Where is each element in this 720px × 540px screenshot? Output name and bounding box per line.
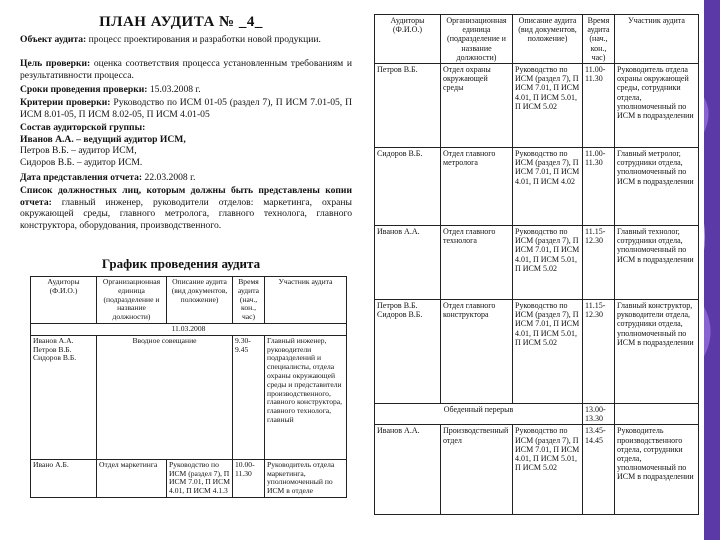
cell-unit: Отдел главного технолога bbox=[441, 226, 513, 300]
date-row bbox=[31, 323, 347, 335]
table-row bbox=[31, 459, 347, 497]
lunch-break-cell: Обеденный перерыв bbox=[375, 404, 583, 425]
header-unit: Организационная единица (подразделение и название должности) bbox=[97, 277, 167, 324]
cell-auditor: Сидоров В.Б. bbox=[375, 148, 441, 226]
cell-description: Руководство по ИСМ (раздел 7), П ИСМ 7.01, П ИСМ 4.01, П ИСМ 5.01, П ИСМ 5.02 bbox=[513, 425, 583, 515]
audit-goal bbox=[20, 58, 352, 81]
team-member: Сидоров В.Б. – аудитор ИСМ. bbox=[20, 156, 143, 168]
team-member-lead: Иванов А.А. – ведущий аудитор ИСМ, bbox=[20, 133, 186, 145]
cell-time: 11.15- 12.30 bbox=[583, 226, 615, 300]
header-time: Время аудита (нач., кон., час) bbox=[583, 15, 615, 64]
audit-team-label: Состав аудиторской группы: bbox=[20, 122, 146, 133]
audit-dates bbox=[20, 84, 352, 96]
cell-auditor: Иванов А.А. bbox=[375, 425, 441, 515]
lunch-break-row bbox=[375, 404, 699, 425]
table-row bbox=[31, 335, 347, 459]
table-row bbox=[375, 226, 699, 300]
cell-participant: Главный инженер, руководители подразделений и специалисты, отдела охраны окружающей среды и представители производственного, главного конструктора, главного технолога, главный bbox=[265, 335, 347, 459]
table-row bbox=[375, 300, 699, 404]
report-date-text: 22.03.2008 г. bbox=[144, 172, 196, 183]
cell-unit: Отдел охраны окружающей среды bbox=[441, 64, 513, 148]
cell-description: Руководство по ИСМ (раздел 7), П ИСМ 7.01, П ИСМ 4.01, П ИСМ 4.02 bbox=[513, 148, 583, 226]
distribution-list-label: Список должностных лиц, которым должны быть представлены копии отчета: bbox=[20, 185, 352, 208]
header-auditors: Аудиторы (Ф.И.О.) bbox=[31, 277, 97, 324]
cell-description: Вводное совещание bbox=[97, 335, 233, 459]
header-time: Время аудита (нач., кон., час) bbox=[233, 277, 265, 324]
cell-participant: Главный конструктор, руководители отдела, сотрудники отдела, уполномоченный по ИСМ в подразделении bbox=[615, 300, 699, 404]
cell-time: 9.30- 9.45 bbox=[233, 335, 265, 459]
cell-participant: Главный технолог, сотрудники отдела, уполномоченный по ИСМ в подразделении bbox=[615, 226, 699, 300]
cell-time: 11.00- 11.30 bbox=[583, 148, 615, 226]
cell-auditor: Иванов А.А. bbox=[375, 226, 441, 300]
date-cell: 11.03.2008 bbox=[31, 323, 347, 335]
schedule-title: График проведения аудита bbox=[101, 256, 261, 271]
header-description: Описание аудита (вид документов, положение) bbox=[513, 15, 583, 64]
cell-description: Руководство по ИСМ (раздел 7), П ИСМ 7.01, П ИСМ 4.01, П ИСМ 4.1.3 bbox=[167, 459, 233, 497]
right-document-page bbox=[364, 0, 704, 540]
cell-unit: Производственный отдел bbox=[441, 425, 513, 515]
cell-participant: Руководитель отдела охраны окружающей среды, сотрудники отдела, уполномоченный по ИСМ в подразделении bbox=[615, 64, 699, 148]
cell-participant: Руководитель отдела маркетинга, уполномоченный по ИСМ в отделе bbox=[265, 459, 347, 497]
cell-time: 13.00- 13.30 bbox=[583, 404, 615, 425]
cell-auditor: Петров В.Б. bbox=[375, 64, 441, 148]
distribution-list-text: главный инженер, руководители отделов: маркетинга, охраны окружающей среды, главного метролога, главного технолога, главного конструктора, оборудования, производственного. bbox=[20, 196, 352, 231]
cell-auditor: Ивано А.Б. bbox=[31, 459, 97, 497]
table-header-row bbox=[31, 277, 347, 324]
table-row bbox=[375, 425, 699, 515]
audit-criteria-label: Критерии проверки: bbox=[20, 97, 111, 108]
table-header-row bbox=[375, 15, 699, 64]
audit-criteria-text: Руководство по ИСМ 01-05 (раздел 7), П ИСМ 7.01-05, П ИСМ 8.01-05, П ИСМ 8.02-05, П ИСМ 4.01-05 bbox=[20, 97, 353, 120]
cell-time: 11.15- 12.30 bbox=[583, 300, 615, 404]
cell-unit: Отдел главного конструктора bbox=[441, 300, 513, 404]
distribution-list bbox=[20, 185, 352, 231]
header-unit: Организационная единица (подразделение и название должности) bbox=[441, 15, 513, 64]
audit-goal-label: Цель проверки: bbox=[20, 58, 91, 69]
schedule-table-left bbox=[30, 276, 347, 498]
report-date-label: Дата представления отчета: bbox=[20, 172, 143, 183]
cell-time: 11.00- 11.30 bbox=[583, 64, 615, 148]
cell-description: Руководство по ИСМ (раздел 7), П ИСМ 7.01, П ИСМ 4.01, П ИСМ 5.01, П ИСМ 5.02 bbox=[513, 226, 583, 300]
audit-object-text: процесс проектирования и разработки новой продукции. bbox=[88, 34, 321, 45]
cell-unit: Отдел маркетинга bbox=[97, 459, 167, 497]
header-auditors: Аудиторы (Ф.И.О.) bbox=[375, 15, 441, 64]
audit-object bbox=[20, 34, 352, 46]
cell-auditor: Иванов А.А. Петров В.Б. Сидоров В.Б. bbox=[31, 335, 97, 459]
audit-criteria bbox=[20, 97, 352, 120]
cell-description: Руководство по ИСМ (раздел 7), П ИСМ 7.01, П ИСМ 4.01, П ИСМ 5.01, П ИСМ 5.02 bbox=[513, 300, 583, 404]
audit-plan-title: ПЛАН АУДИТА № _4_ bbox=[99, 14, 263, 30]
audit-object-label: Объект аудита: bbox=[20, 34, 87, 45]
table-row bbox=[375, 148, 699, 226]
header-participant: Участник аудита bbox=[265, 277, 347, 324]
cell-auditor: Петров В.Б. Сидоров В.Б. bbox=[375, 300, 441, 404]
audit-dates-text: 15.03.2008 г. bbox=[149, 84, 201, 95]
schedule-table-right bbox=[374, 14, 699, 515]
audit-team bbox=[20, 122, 352, 168]
header-description: Описание аудита (вид документов, положение) bbox=[167, 277, 233, 324]
cell-empty bbox=[615, 404, 699, 425]
cell-unit: Отдел главного метролога bbox=[441, 148, 513, 226]
audit-goal-text: оценка соответствия процесса установленным требованиям и результативности процесса. bbox=[20, 58, 352, 81]
cell-participant: Главный метролог, сотрудники отдела, уполномоченный по ИСМ в подразделении bbox=[615, 148, 699, 226]
cell-participant: Руководитель производственного отдела, сотрудники отдела, уполномоченный по ИСМ в подразделении bbox=[615, 425, 699, 515]
cell-time: 13.45- 14.45 bbox=[583, 425, 615, 515]
header-participant: Участник аудита bbox=[615, 15, 699, 64]
cell-time: 10.00- 11.30 bbox=[233, 459, 265, 497]
cell-description: Руководство по ИСМ (раздел 7), П ИСМ 7.01, П ИСМ 4.01, П ИСМ 5.01, П ИСМ 5.02 bbox=[513, 64, 583, 148]
team-member: Петров В.Б. – аудитор ИСМ, bbox=[20, 145, 137, 157]
table-row bbox=[375, 64, 699, 148]
audit-dates-label: Сроки проведения проверки: bbox=[20, 84, 148, 95]
report-date bbox=[20, 172, 352, 184]
